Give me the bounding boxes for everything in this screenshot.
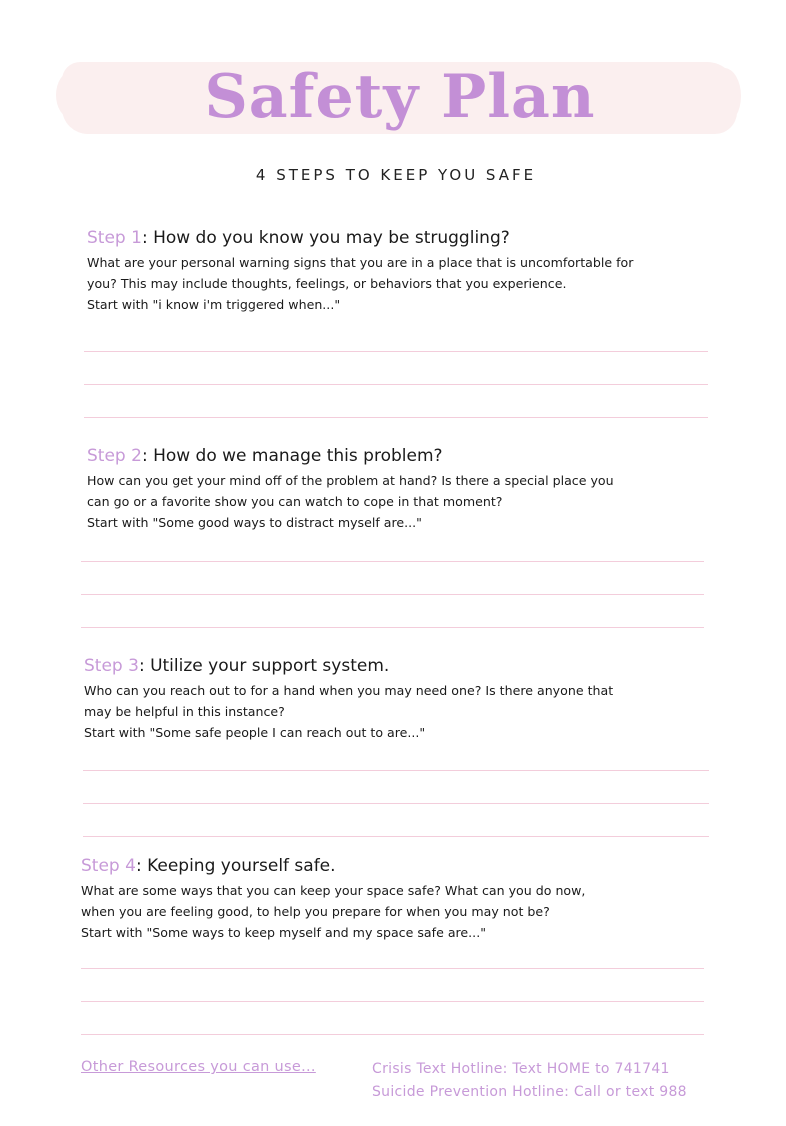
- step-2-question: : How do we manage this problem?: [141, 446, 443, 466]
- step-2-prompt: Start with "Some good ways to distract myself are...": [87, 515, 422, 530]
- hotlines-block: [372, 1058, 687, 1104]
- step-4-description-line-2: when you are feeling good, to help you prepare for when you may not be?: [81, 904, 550, 919]
- step-4-label: Step 4: [81, 856, 136, 876]
- step-1-section: [87, 228, 633, 315]
- step-4-section: [81, 856, 585, 943]
- answer-line[interactable]: [83, 836, 709, 837]
- step-2-answer-lines[interactable]: [81, 561, 704, 631]
- step-2-description-line-1: How can you get your mind off of the problem at hand? Is there a special place you: [87, 473, 614, 488]
- page-subtitle: 4 STEPS TO KEEP YOU SAFE: [255, 166, 537, 184]
- answer-line[interactable]: [81, 968, 704, 969]
- answer-line[interactable]: [84, 351, 708, 352]
- crisis-text-hotline: Crisis Text Hotline: Text HOME to 741741: [372, 1061, 670, 1077]
- step-1-prompt: Start with "i know i'm triggered when...": [87, 297, 341, 312]
- step-2-section: [87, 446, 614, 533]
- step-1-question: : How do you know you may be struggling?: [141, 228, 510, 248]
- step-4-question: : Keeping yourself safe.: [135, 856, 336, 876]
- suicide-prevention-hotline: Suicide Prevention Hotline: Call or text 988: [372, 1084, 687, 1100]
- other-resources-link[interactable]: Other Resources you can use...: [81, 1059, 316, 1075]
- step-3-question: : Utilize your support system.: [138, 656, 390, 676]
- answer-line[interactable]: [81, 627, 704, 628]
- step-4-description-line-1: What are some ways that you can keep your space safe? What can you do now,: [81, 883, 586, 898]
- step-4-heading: [81, 856, 585, 876]
- step-1-label: Step 1: [87, 228, 142, 248]
- step-3-answer-lines[interactable]: [83, 770, 709, 840]
- step-4-prompt: Start with "Some ways to keep myself and my space safe are...": [81, 925, 486, 940]
- step-3-label: Step 3: [84, 656, 139, 676]
- step-4-answer-lines[interactable]: [81, 968, 704, 1038]
- step-1-description-line-2: you? This may include thoughts, feelings, or behaviors that you experience.: [87, 276, 567, 291]
- answer-line[interactable]: [81, 1034, 704, 1035]
- step-1-answer-lines[interactable]: [84, 351, 708, 421]
- answer-line[interactable]: [84, 417, 708, 418]
- step-1-heading: [87, 228, 633, 248]
- step-3-heading: [84, 656, 613, 676]
- step-3-description-line-1: Who can you reach out to for a hand when you may need one? Is there anyone that: [84, 683, 614, 698]
- step-2-label: Step 2: [87, 446, 142, 466]
- answer-line[interactable]: [83, 803, 709, 804]
- step-1-description-line-1: What are your personal warning signs that you are in a place that is uncomfortable for: [87, 255, 634, 270]
- page-title: Safety Plan: [204, 62, 596, 132]
- step-2-description-line-2: can go or a favorite show you can watch to cope in that moment?: [87, 494, 503, 509]
- answer-line[interactable]: [81, 561, 704, 562]
- answer-line[interactable]: [81, 594, 704, 595]
- answer-line[interactable]: [81, 1001, 704, 1002]
- step-2-heading: [87, 446, 614, 466]
- step-3-section: [84, 656, 613, 743]
- answer-line[interactable]: [83, 770, 709, 771]
- answer-line[interactable]: [84, 384, 708, 385]
- step-3-prompt: Start with "Some safe people I can reach out to are...": [84, 725, 426, 740]
- step-3-description-line-2: may be helpful in this instance?: [84, 704, 285, 719]
